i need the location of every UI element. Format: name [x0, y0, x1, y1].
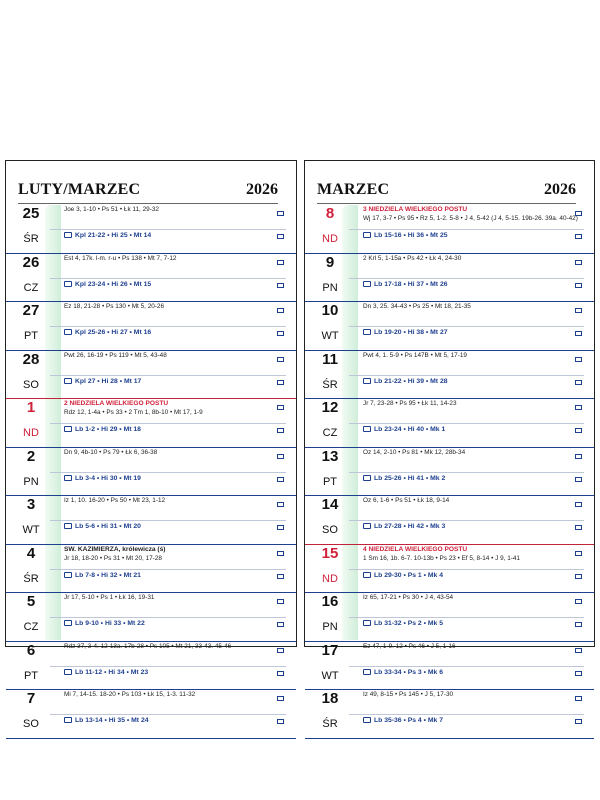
day-entry[interactable] [6, 642, 296, 691]
day-name: ŚR [23, 233, 39, 245]
checkbox-icon[interactable] [575, 525, 582, 530]
day-name: ND [322, 233, 338, 245]
checkbox-icon[interactable] [575, 283, 582, 288]
day-name: PT [23, 330, 39, 342]
bible-plan-text: Lb 17-18 • Hi 37 • Mt 26 [374, 280, 448, 288]
book-icon [64, 523, 72, 529]
bible-plan-line [363, 669, 443, 676]
book-icon [363, 426, 371, 432]
day-entry[interactable] [6, 351, 296, 400]
day-number: 27 [22, 302, 40, 319]
reading-line: Rdz 37, 3-4. 12-13a. 17b-28 • Ps 105 • Mt 21, 33-43. 45-46 [64, 642, 232, 650]
reading-line: Jr 7, 23-28 • Ps 95 • Łk 11, 14-23 [363, 400, 457, 407]
day-entry[interactable] [305, 593, 594, 642]
divider [349, 278, 584, 279]
bible-plan-text: Lb 5-6 • Hi 31 • Mt 20 [75, 523, 141, 530]
bible-plan-line [363, 281, 448, 288]
divider [50, 326, 286, 327]
bible-plan-text: Lb 21-22 • Hi 39 • Mt 28 [374, 377, 448, 385]
bible-plan-line [363, 717, 443, 724]
checkbox-icon[interactable] [277, 357, 284, 362]
day-name: PT [322, 475, 338, 488]
bible-plan-line [363, 620, 443, 627]
day-number: 18 [321, 690, 339, 707]
checkbox-icon[interactable] [575, 574, 582, 579]
bible-plan-line [64, 620, 145, 627]
day-name: WT [321, 330, 339, 342]
reading-line: Iz 65, 17-21 • Ps 30 • J 4, 43-54 [363, 594, 454, 601]
day-number: 8 [325, 205, 335, 222]
reading-line: Pwt 26, 16-19 • Ps 119 • Mt 5, 43-48 [64, 351, 167, 359]
day-name: ND [23, 427, 39, 439]
day-name: ŚR [322, 378, 338, 391]
bible-plan-line [363, 378, 448, 385]
reading-line: Jr 18, 18-20 • Ps 31 • Mt 20, 17-28 [64, 554, 162, 562]
divider [349, 617, 584, 618]
day-name: SO [23, 718, 39, 730]
bible-plan-text: Lb 25-26 • Hi 41 • Mk 2 [374, 474, 446, 482]
bible-plan-text: Lb 9-10 • Hi 33 • Mt 22 [75, 620, 145, 627]
reading-line: Ez 18, 21-28 • Ps 130 • Mt 5, 20-26 [64, 303, 165, 310]
day-name: WT [321, 669, 339, 682]
checkbox-icon[interactable] [277, 308, 284, 313]
day-number: 17 [321, 641, 339, 659]
checkbox-icon[interactable] [277, 211, 284, 216]
month-title: MARZEC [317, 181, 390, 198]
reading-line: 2 Krl 5, 1-15a • Ps 42 • Łk 4, 24-30 [363, 254, 462, 262]
checkbox-icon[interactable] [277, 331, 284, 336]
day-entry[interactable] [6, 496, 296, 545]
left-day-list [6, 205, 296, 739]
reading-line: Dn 9, 4b-10 • Ps 79 • Łk 6, 36-38 [64, 448, 158, 456]
day-entry[interactable] [305, 205, 594, 254]
checkbox-icon[interactable] [575, 331, 582, 336]
day-number: 11 [322, 350, 338, 368]
bible-plan-text: Lb 15-16 • Hi 36 • Mt 25 [374, 232, 448, 239]
divider [50, 617, 286, 618]
book-icon [363, 281, 371, 287]
book-icon [363, 329, 371, 335]
day-entry[interactable] [6, 690, 296, 739]
bible-plan-text: Lb 27-28 • Hi 42 • Mk 3 [374, 523, 446, 530]
divider [50, 278, 286, 279]
day-entry[interactable] [6, 593, 296, 642]
bible-plan-line [64, 232, 151, 239]
day-number: 1 [26, 399, 36, 416]
book-icon [363, 523, 371, 529]
checkbox-icon[interactable] [575, 357, 582, 362]
book-icon [363, 475, 371, 481]
day-number: 26 [22, 253, 40, 271]
book-icon [64, 378, 72, 384]
checkbox-icon[interactable] [277, 405, 284, 410]
day-name: CZ [23, 621, 39, 633]
day-number: 6 [26, 641, 36, 659]
divider [349, 375, 584, 376]
checkbox-icon[interactable] [277, 574, 284, 579]
bible-plan-text: Lb 23-24 • Hi 40 • Mk 1 [374, 426, 446, 433]
reading-line: Oz 14, 2-10 • Ps 81 • Mk 12, 28b-34 [363, 448, 466, 456]
checkbox-icon[interactable] [277, 234, 284, 239]
day-number: 4 [26, 544, 36, 562]
book-icon [64, 475, 72, 481]
day-name: CZ [23, 281, 39, 294]
day-entry[interactable] [6, 254, 296, 303]
bible-plan-text: Lb 13-14 • Hi 35 • Mt 24 [75, 717, 149, 724]
day-entry[interactable] [6, 399, 296, 448]
bible-plan-line [64, 329, 151, 336]
right-page [304, 160, 595, 730]
divider [50, 229, 286, 230]
bible-plan-text: Lb 29-30 • Ps 1 • Mk 4 [374, 571, 443, 579]
bible-plan-line [363, 523, 445, 530]
divider [50, 472, 286, 473]
divider [349, 472, 584, 473]
day-number: 9 [325, 253, 335, 271]
day-entry[interactable] [305, 545, 594, 594]
feast-title: 4 NIEDZIELA WIELKIEGO POSTU [363, 545, 468, 553]
day-name: PN [322, 621, 338, 633]
book-icon [363, 717, 371, 723]
day-name: SO [322, 524, 338, 536]
checkbox-icon[interactable] [575, 622, 582, 627]
book-icon [363, 669, 371, 675]
divider [50, 375, 286, 376]
day-number: 14 [321, 496, 339, 513]
checkbox-icon[interactable] [575, 260, 582, 265]
divider [50, 423, 286, 424]
day-number: 2 [26, 447, 36, 465]
feast-title: ŚW. KAZIMIERZA, królewicza (ś) [64, 545, 166, 553]
checkbox-icon[interactable] [575, 380, 582, 385]
day-entry[interactable] [305, 351, 594, 400]
checkbox-icon[interactable] [575, 454, 582, 459]
bible-plan-text: Kpl 21-22 • Hi 25 • Mt 14 [75, 232, 152, 239]
day-entry[interactable] [305, 399, 594, 448]
divider [349, 326, 584, 327]
day-number: 3 [26, 496, 36, 513]
checkbox-icon[interactable] [277, 428, 284, 433]
checkbox-icon[interactable] [575, 428, 582, 433]
reading-line: Est 4, 17k. l-m. r-u • Ps 138 • Mt 7, 7-12 [64, 254, 177, 262]
book-icon [64, 232, 72, 238]
reading-line: Dn 3, 25. 34-43 • Ps 25 • Mt 18, 21-35 [363, 303, 471, 310]
day-name: CZ [322, 427, 338, 439]
divider [349, 520, 584, 521]
book-icon [363, 572, 371, 578]
book-icon [64, 281, 72, 287]
book-icon [64, 717, 72, 723]
reading-line: Ez 47, 1-9. 12 • Ps 46 • J 5, 1-16 [363, 642, 456, 650]
day-name: ŚR [322, 718, 338, 730]
feast-title: 2 NIEDZIELA WIELKIEGO POSTU [64, 400, 169, 407]
checkbox-icon[interactable] [575, 599, 582, 604]
bible-plan-text: Lb 1-2 • Hi 29 • Mt 18 [75, 426, 141, 433]
day-name: PT [23, 669, 39, 682]
reading-line: Pwt 4, 1. 5-9 • Ps 147B • Mt 5, 17-19 [363, 351, 467, 359]
day-entry[interactable] [305, 496, 594, 545]
checkbox-icon[interactable] [575, 477, 582, 482]
bible-plan-line [64, 669, 148, 676]
bible-plan-line [64, 572, 141, 579]
day-entry[interactable] [6, 545, 296, 594]
checkbox-icon[interactable] [277, 719, 284, 724]
book-icon [363, 620, 371, 626]
day-name: PN [322, 281, 338, 294]
bible-plan-line [363, 329, 448, 336]
divider [50, 666, 286, 667]
right-header [317, 181, 576, 204]
divider [349, 423, 584, 424]
bible-plan-line [363, 232, 448, 239]
bible-plan-line [64, 281, 151, 288]
bible-plan-text: Kpl 27 • Hi 28 • Mt 17 [75, 377, 142, 385]
checkbox-icon[interactable] [575, 308, 582, 313]
year-label: 2026 [544, 181, 576, 198]
reading-line: Mi 7, 14-15. 18-20 • Ps 103 • Łk 15, 1-3. 11-32 [64, 691, 196, 698]
day-number: 5 [26, 593, 36, 610]
checkbox-icon[interactable] [277, 525, 284, 530]
day-number: 16 [321, 593, 339, 610]
book-icon [64, 620, 72, 626]
divider [349, 229, 584, 230]
checkbox-icon[interactable] [575, 696, 582, 701]
day-entry[interactable] [6, 205, 296, 254]
divider [50, 569, 286, 570]
reading-line: Rdz 12, 1-4a • Ps 33 • 2 Tm 1, 8b-10 • Mt 17, 1-9 [64, 409, 203, 416]
checkbox-icon[interactable] [277, 671, 284, 676]
day-number: 15 [321, 544, 339, 562]
bible-plan-line [64, 426, 141, 433]
checkbox-icon[interactable] [277, 283, 284, 288]
day-number: 13 [321, 447, 339, 465]
bible-plan-line [363, 426, 445, 433]
checkbox-icon[interactable] [277, 696, 284, 701]
checkbox-icon[interactable] [575, 502, 582, 507]
checkbox-icon[interactable] [277, 599, 284, 604]
divider [50, 714, 286, 715]
bible-plan-line [64, 475, 141, 482]
day-entry[interactable] [6, 448, 296, 497]
bible-plan-line [64, 717, 149, 724]
day-name: SO [23, 378, 39, 391]
reading-line: Jr 17, 5-10 • Ps 1 • Łk 16, 19-31 [64, 594, 155, 601]
day-number: 10 [321, 302, 339, 319]
bible-plan-text: Lb 31-32 • Ps 2 • Mk 5 [374, 620, 443, 627]
reading-line: Iz 1, 10. 16-20 • Ps 50 • Mt 23, 1-12 [64, 497, 166, 504]
divider [349, 666, 584, 667]
day-name: WT [22, 524, 40, 536]
book-icon [64, 329, 72, 335]
divider [50, 520, 286, 521]
book-icon [363, 378, 371, 384]
checkbox-icon[interactable] [277, 622, 284, 627]
bible-plan-text: Lb 3-4 • Hi 30 • Mt 19 [75, 474, 141, 482]
left-page [5, 160, 297, 730]
reading-line: Wj 17, 3-7 • Ps 95 • Rz 5, 1-2. 5-8 • J 4, 5-42 (J 4, 5-15. 19b-26. 39a. 40-42) [363, 215, 578, 222]
right-day-list [305, 205, 594, 739]
checkbox-icon[interactable] [277, 477, 284, 482]
book-icon [363, 232, 371, 238]
day-entry[interactable] [305, 690, 594, 739]
checkbox-icon[interactable] [575, 648, 582, 653]
checkbox-icon[interactable] [575, 551, 582, 556]
checkbox-icon[interactable] [277, 380, 284, 385]
checkbox-icon[interactable] [575, 234, 582, 239]
bible-plan-text: Lb 35-36 • Ps 4 • Mk 7 [374, 717, 443, 724]
book-icon [64, 426, 72, 432]
month-title: LUTY/MARZEC [18, 181, 141, 198]
bible-plan-line [363, 572, 443, 579]
reading-line: Iz 49, 8-15 • Ps 145 • J 5, 17-30 [363, 691, 454, 698]
divider [349, 714, 584, 715]
checkbox-icon[interactable] [575, 719, 582, 724]
checkbox-icon[interactable] [575, 405, 582, 410]
bible-plan-text: Lb 11-12 • Hi 34 • Mt 23 [75, 668, 149, 676]
bible-plan-line [64, 523, 141, 530]
reading-line: Joe 3, 1-10 • Ps 51 • Łk 11, 29-32 [64, 206, 159, 213]
feast-title: 3 NIEDZIELA WIELKIEGO POSTU [363, 206, 468, 213]
day-number: 7 [26, 690, 36, 707]
bible-plan-text: Kpl 25-26 • Hi 27 • Mt 16 [75, 329, 152, 336]
day-entry[interactable] [305, 302, 594, 351]
checkbox-icon[interactable] [277, 260, 284, 265]
reading-line: 1 Sm 16, 1b. 6-7. 10-13b • Ps 23 • Ef 5, 8-14 • J 9, 1-41 [363, 554, 520, 562]
left-header [18, 181, 278, 204]
day-number: 25 [22, 205, 40, 222]
day-number: 12 [321, 399, 339, 416]
bible-plan-text: Kpl 23-24 • Hi 26 • Mt 15 [75, 280, 152, 288]
checkbox-icon[interactable] [575, 211, 582, 216]
bible-plan-text: Lb 19-20 • Hi 38 • Mt 27 [374, 329, 448, 336]
checkbox-icon[interactable] [277, 454, 284, 459]
day-entry[interactable] [6, 302, 296, 351]
day-entry[interactable] [305, 448, 594, 497]
day-name: ŚR [23, 572, 39, 585]
book-icon [64, 572, 72, 578]
bible-plan-line [363, 475, 445, 482]
bible-plan-line [64, 378, 141, 385]
bible-plan-text: Lb 7-8 • Hi 32 • Mt 21 [75, 571, 141, 579]
checkbox-icon[interactable] [277, 648, 284, 653]
day-name: PN [23, 475, 39, 488]
reading-line: Oz 6, 1-6 • Ps 51 • Łk 18, 9-14 [363, 497, 450, 504]
checkbox-icon[interactable] [277, 502, 284, 507]
divider [349, 569, 584, 570]
day-entry[interactable] [305, 254, 594, 303]
checkbox-icon[interactable] [575, 671, 582, 676]
year-label: 2026 [246, 181, 278, 198]
day-number: 28 [22, 350, 40, 368]
day-entry[interactable] [305, 642, 594, 691]
book-icon [64, 669, 72, 675]
checkbox-icon[interactable] [277, 551, 284, 556]
bible-plan-text: Lb 33-34 • Ps 3 • Mk 6 [374, 668, 443, 676]
day-name: ND [322, 572, 338, 585]
planner-spread [0, 160, 600, 730]
